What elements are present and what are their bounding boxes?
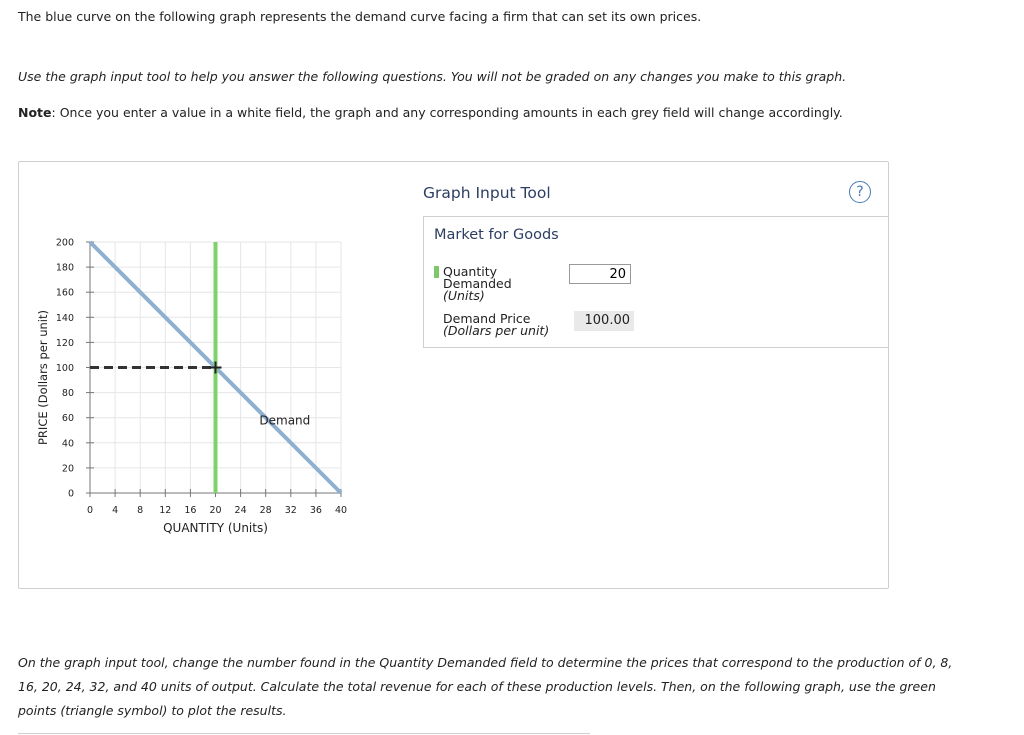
note-body: : Once you enter a value in a white field, the graph and any corresponding amounts in each grey field will change accordingly. (51, 105, 843, 120)
x-tick-label: 24 (234, 505, 247, 516)
y-tick-label: 100 (55, 363, 74, 374)
y-tick-label: 120 (55, 337, 74, 349)
x-tick-label: 20 (209, 505, 222, 516)
y-tick-label: 40 (61, 438, 74, 450)
demand-curve-label: Demand (259, 413, 311, 428)
graph-input-tool-title: Graph Input Tool (423, 184, 551, 202)
y-tick-label: 0 (67, 488, 74, 500)
y-tick-label: 60 (61, 413, 74, 425)
y-tick-labels (56, 238, 94, 500)
note-text (18, 105, 843, 120)
x-tick-label: 36 (309, 505, 322, 516)
question-line-1: On the graph input tool, change the number found in the Quantity Demanded field to determine the prices that correspond to the production of 0, 8, (18, 655, 953, 670)
graph-panel (18, 161, 889, 589)
x-tick-label: 8 (137, 505, 144, 516)
y-tick-label: 200 (55, 237, 74, 249)
y-tick-label: 160 (55, 287, 74, 299)
x-tick-label: 32 (284, 505, 297, 516)
y-axis-label: PRICE (Dollars per unit) (36, 310, 50, 445)
market-title: Market for Goods (434, 227, 559, 243)
demand-graph[interactable] (19, 162, 419, 588)
y-tick-label: 180 (55, 262, 74, 274)
y-tick-label: 80 (61, 388, 74, 400)
y-tick-label: 140 (55, 312, 74, 324)
note-label: Note (18, 105, 52, 120)
help-icon[interactable]: ? (849, 181, 871, 203)
x-tick-label: 16 (184, 505, 197, 516)
quantity-demanded-input[interactable] (569, 264, 631, 284)
quantity-unit: (Units) (443, 288, 485, 303)
demand-price-label-text: Demand Price (443, 311, 531, 326)
x-tick-label: 28 (259, 505, 272, 516)
demand-price-unit: (Dollars per unit) (443, 323, 550, 338)
x-tick-label: 0 (86, 505, 94, 516)
y-tick-label: 20 (61, 463, 74, 475)
graph-input-tool (423, 162, 888, 347)
question-line-3: points (triangle symbol) to plot the results. (18, 703, 287, 718)
quantity-demanded-label (443, 266, 512, 302)
bottom-divider (18, 733, 590, 734)
x-tick-label: 40 (334, 505, 348, 516)
demand-price-label (443, 313, 549, 337)
input-tool-box (423, 216, 889, 348)
question-line-2: 16, 20, 24, 32, and 40 units of output. Calculate the total revenue for each of these production levels. Then, on the following graph, use the green (18, 679, 936, 694)
quantity-color-swatch (434, 266, 439, 278)
x-tick-label: 4 (112, 505, 119, 516)
quantity-label-line2: Demanded (443, 276, 512, 291)
instruction-text: Use the graph input tool to help you answer the following questions. You will not be graded on any changes you make to this graph. (18, 69, 847, 84)
x-axis-label: QUANTITY (Units) (163, 521, 268, 535)
quantity-label-line1: Quantity (443, 264, 498, 279)
x-tick-label: 12 (159, 505, 172, 516)
intro-text: The blue curve on the following graph represents the demand curve facing a firm that can set its own prices. (18, 9, 702, 24)
demand-price-field: 100.00 (574, 311, 634, 331)
